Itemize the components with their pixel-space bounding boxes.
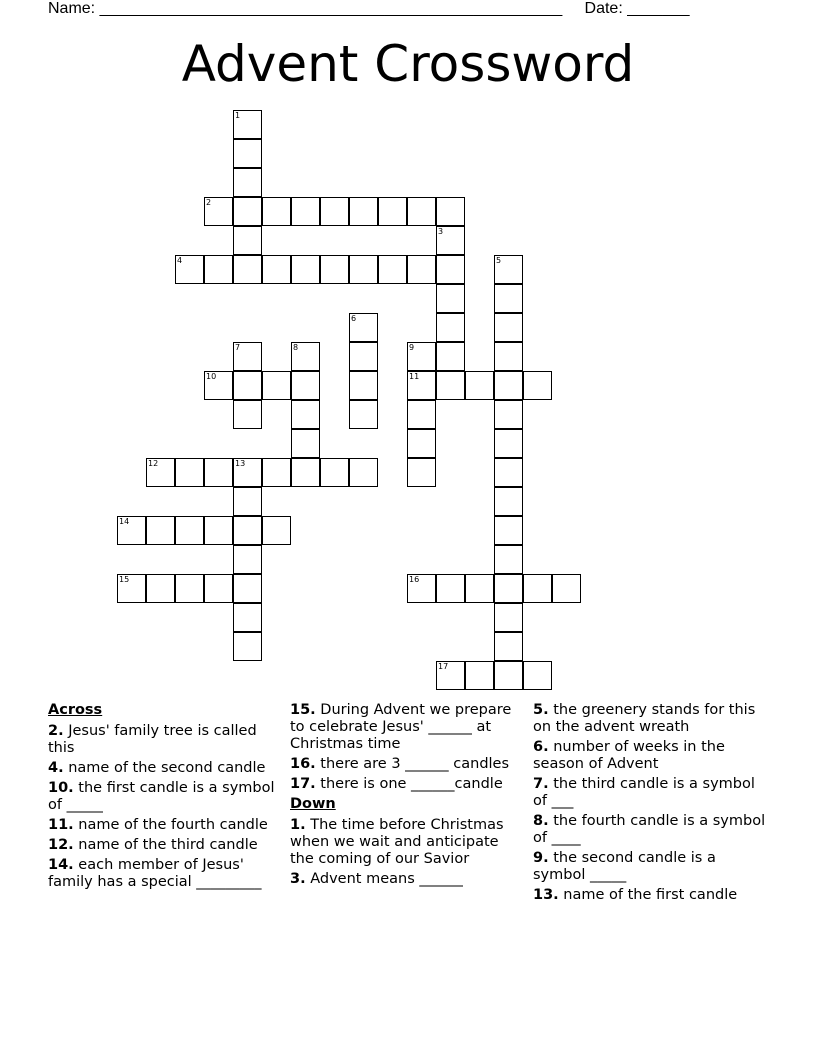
- clue-across-14: 14. each member of Jesus' family has a special _________: [48, 857, 262, 890]
- grid-cell[interactable]: [407, 197, 436, 226]
- grid-cell[interactable]: [262, 255, 291, 284]
- clue-number: 13: [235, 459, 246, 468]
- clue-number: 11: [409, 372, 420, 381]
- grid-cell[interactable]: [262, 197, 291, 226]
- grid-cell[interactable]: [233, 574, 262, 603]
- grid-cell[interactable]: [349, 371, 378, 400]
- grid-cell[interactable]: [407, 429, 436, 458]
- clue-down-1: 1. The time before Christmas when we wait and anticipate the coming of our Savior: [290, 817, 504, 867]
- grid-cell[interactable]: [494, 255, 523, 284]
- clue-across-11: 11. name of the fourth candle: [48, 817, 268, 833]
- grid-cell[interactable]: [291, 371, 320, 400]
- grid-cell[interactable]: [233, 255, 262, 284]
- grid-cell[interactable]: [436, 574, 465, 603]
- grid-cell[interactable]: [233, 342, 262, 371]
- clue-across-12: 12. name of the third candle: [48, 837, 258, 853]
- grid-cell[interactable]: [349, 458, 378, 487]
- grid-cell[interactable]: [494, 429, 523, 458]
- clue-number: 3: [438, 227, 444, 236]
- grid-cell[interactable]: [523, 661, 552, 690]
- grid-cell[interactable]: [349, 313, 378, 342]
- clue-number: 8: [293, 343, 299, 352]
- clue-down-13: 13. name of the first candle: [533, 887, 738, 903]
- grid-cell[interactable]: [175, 574, 204, 603]
- grid-cell[interactable]: [494, 661, 523, 690]
- grid-cell[interactable]: [291, 400, 320, 429]
- clue-down-5: 5. the greenery stands for this on the advent wreath: [533, 702, 756, 735]
- grid-cell[interactable]: [407, 342, 436, 371]
- grid-cell[interactable]: [233, 516, 262, 545]
- clue-number: 4: [177, 256, 183, 265]
- clue-across-17: 17. there is one ______candle: [290, 776, 503, 792]
- grid-cell[interactable]: [291, 255, 320, 284]
- clue-down-9: 9. the second candle is a symbol _____: [533, 850, 716, 883]
- grid-cell[interactable]: [233, 226, 262, 255]
- clue-number: 5: [496, 256, 502, 265]
- grid-cell[interactable]: [436, 313, 465, 342]
- name-label: Name:: [48, 0, 96, 17]
- grid-cell[interactable]: [233, 110, 262, 139]
- grid-cell[interactable]: [233, 487, 262, 516]
- grid-cell[interactable]: [233, 603, 262, 632]
- clue-number: 17: [438, 662, 449, 671]
- grid-cell[interactable]: [204, 458, 233, 487]
- grid-cell[interactable]: [465, 661, 494, 690]
- clue-number: 15: [119, 575, 130, 584]
- clue-number: 14: [119, 517, 130, 526]
- grid-cell[interactable]: [291, 342, 320, 371]
- grid-cell[interactable]: [175, 458, 204, 487]
- grid-cell[interactable]: [117, 574, 146, 603]
- grid-cell[interactable]: [233, 458, 262, 487]
- grid-cell[interactable]: [233, 371, 262, 400]
- clue-number: 10: [206, 372, 217, 381]
- grid-cell[interactable]: [552, 574, 581, 603]
- grid-cell[interactable]: [494, 371, 523, 400]
- grid-cell[interactable]: [349, 400, 378, 429]
- clue-column-1: [48, 702, 282, 894]
- grid-cell[interactable]: [204, 255, 233, 284]
- grid-cell[interactable]: [378, 197, 407, 226]
- grid-cell[interactable]: [349, 197, 378, 226]
- grid-cell[interactable]: [436, 284, 465, 313]
- grid-cell[interactable]: [407, 574, 436, 603]
- clue-number: 6: [351, 314, 357, 323]
- grid-cell[interactable]: [436, 226, 465, 255]
- grid-cell[interactable]: [233, 632, 262, 661]
- grid-cell[interactable]: [436, 661, 465, 690]
- grid-cell[interactable]: [262, 458, 291, 487]
- grid-cell[interactable]: [204, 197, 233, 226]
- clue-across-16: 16. there are 3 ______ candles: [290, 756, 510, 772]
- grid-cell[interactable]: [494, 458, 523, 487]
- grid-cell[interactable]: [407, 255, 436, 284]
- grid-cell[interactable]: [204, 574, 233, 603]
- grid-cell[interactable]: [378, 255, 407, 284]
- clue-down-7: 7. the third candle is a symbol of ___: [533, 776, 755, 809]
- grid-cell[interactable]: [494, 545, 523, 574]
- grid-cell[interactable]: [465, 371, 494, 400]
- grid-cell[interactable]: [146, 574, 175, 603]
- grid-cell[interactable]: [146, 458, 175, 487]
- clue-number: 12: [148, 459, 159, 468]
- grid-cell[interactable]: [436, 197, 465, 226]
- grid-cell[interactable]: [349, 342, 378, 371]
- grid-cell[interactable]: [494, 574, 523, 603]
- grid-cell[interactable]: [494, 516, 523, 545]
- grid-cell[interactable]: [146, 516, 175, 545]
- name-blank[interactable]: ____________________________________________________: [99, 0, 563, 17]
- grid-cell[interactable]: [262, 516, 291, 545]
- grid-cell[interactable]: [233, 139, 262, 168]
- grid-cell[interactable]: [523, 371, 552, 400]
- grid-cell[interactable]: [233, 197, 262, 226]
- clue-number: 2: [206, 198, 212, 207]
- page-title: Advent Crossword: [181, 35, 635, 93]
- grid-cell[interactable]: [320, 458, 349, 487]
- clue-number: 7: [235, 343, 241, 352]
- grid-cell[interactable]: [349, 255, 378, 284]
- clue-across-2: 2. Jesus' family tree is called this: [48, 723, 257, 756]
- down-heading: Down: [290, 796, 336, 812]
- clue-across-4: 4. name of the second candle: [48, 760, 266, 776]
- date-blank[interactable]: _______: [627, 0, 690, 17]
- date-label: Date:: [584, 0, 623, 17]
- grid-cell[interactable]: [291, 458, 320, 487]
- grid-cell[interactable]: [175, 255, 204, 284]
- grid-cell[interactable]: [523, 574, 552, 603]
- across-heading: Across: [48, 702, 103, 718]
- clue-column-2: [290, 702, 524, 891]
- clue-number: 1: [235, 111, 241, 120]
- grid-cell[interactable]: [291, 197, 320, 226]
- grid-cell[interactable]: [291, 429, 320, 458]
- grid-cell[interactable]: [494, 284, 523, 313]
- clue-across-15: 15. During Advent we prepare to celebrate Jesus' ______ at Christmas time: [290, 702, 512, 752]
- grid-cell[interactable]: [494, 400, 523, 429]
- grid-cell[interactable]: [233, 168, 262, 197]
- grid-cell[interactable]: [262, 371, 291, 400]
- clue-down-3: 3. Advent means ______: [290, 871, 463, 887]
- grid-cell[interactable]: [204, 371, 233, 400]
- grid-cell[interactable]: [407, 400, 436, 429]
- grid-cell[interactable]: [407, 371, 436, 400]
- grid-cell[interactable]: [204, 516, 233, 545]
- clue-number: 9: [409, 343, 415, 352]
- grid-cell[interactable]: [494, 603, 523, 632]
- grid-cell[interactable]: [494, 313, 523, 342]
- grid-cell[interactable]: [436, 371, 465, 400]
- clue-down-6: 6. number of weeks in the season of Advent: [533, 739, 725, 772]
- grid-cell[interactable]: [320, 255, 349, 284]
- grid-cell[interactable]: [494, 342, 523, 371]
- grid-cell[interactable]: [117, 516, 146, 545]
- grid-cell[interactable]: [233, 545, 262, 574]
- clue-column-3: [533, 702, 767, 907]
- clue-across-10: 10. the first candle is a symbol of _____: [48, 780, 275, 813]
- grid-cell[interactable]: [175, 516, 204, 545]
- grid-cell[interactable]: [233, 400, 262, 429]
- grid-cell[interactable]: [465, 574, 494, 603]
- grid-cell[interactable]: [436, 342, 465, 371]
- clue-down-8: 8. the fourth candle is a symbol of ____: [533, 813, 766, 846]
- grid-cell[interactable]: [407, 458, 436, 487]
- grid-cell[interactable]: [436, 255, 465, 284]
- grid-cell[interactable]: [494, 487, 523, 516]
- grid-cell[interactable]: [494, 632, 523, 661]
- grid-cell[interactable]: [320, 197, 349, 226]
- clue-number: 16: [409, 575, 420, 584]
